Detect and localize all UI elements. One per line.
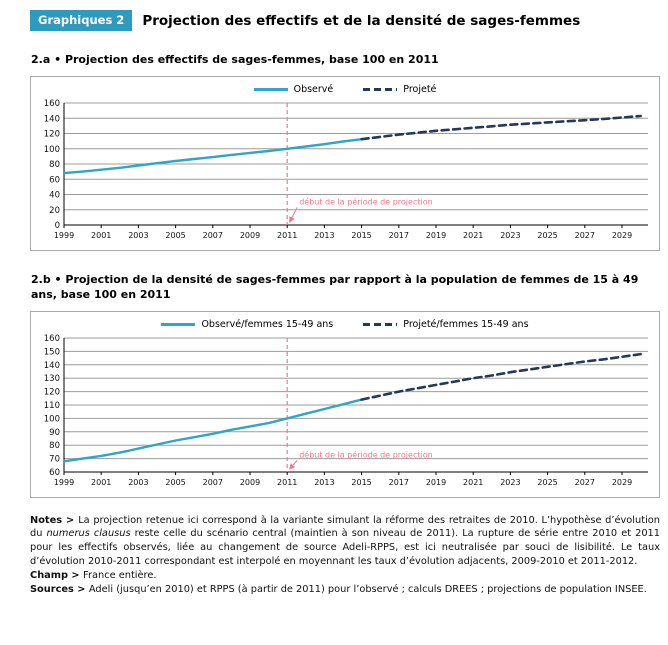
svg-text:60: 60 xyxy=(49,467,60,478)
svg-text:2011: 2011 xyxy=(277,477,298,487)
svg-text:0: 0 xyxy=(54,220,60,231)
svg-text:140: 140 xyxy=(43,114,60,125)
notes-paragraph: Sources > Adeli (jusqu’en 2010) et RPPS (à partir de 2011) pour l’observé ; calculs DREES ; projections de population INSEE. xyxy=(30,584,647,596)
svg-text:début de la période de project: début de la période de projection xyxy=(299,197,433,207)
figure-title: Projection des effectifs et de la densité de sages-femmes xyxy=(142,12,581,29)
chart-2b-title: 2.b • Projection de la densité de sages-femmes par rapport à la population de femmes de 15 à 49 ans, base 100 en 2011 xyxy=(31,272,639,301)
svg-text:60: 60 xyxy=(49,175,60,186)
svg-text:1999: 1999 xyxy=(53,477,75,487)
svg-text:2001: 2001 xyxy=(91,477,112,487)
svg-text:2017: 2017 xyxy=(388,230,409,240)
svg-text:2025: 2025 xyxy=(537,230,558,240)
svg-text:début de la période de project: début de la période de projection xyxy=(299,449,433,459)
svg-text:2005: 2005 xyxy=(165,230,186,240)
legend-item-observe xyxy=(254,84,334,95)
notes-block xyxy=(30,514,660,597)
svg-text:2007: 2007 xyxy=(202,477,223,487)
legend-item-observe-femmes xyxy=(161,319,333,330)
chart-2b-legend xyxy=(34,317,656,333)
svg-text:1999: 1999 xyxy=(53,230,75,240)
legend-label-projete-femmes: Projeté/femmes 15-49 ans xyxy=(403,319,529,331)
chart-2a-plot xyxy=(34,98,656,244)
dashed-line-swatch-icon xyxy=(363,88,397,91)
svg-text:2027: 2027 xyxy=(574,477,595,487)
svg-text:2019: 2019 xyxy=(425,230,447,240)
svg-text:40: 40 xyxy=(49,190,60,201)
legend-item-projete xyxy=(363,84,436,95)
svg-text:2003: 2003 xyxy=(128,477,149,487)
notes-paragraph: Notes > La projection retenue ici correspond à la variante simulant la réforme des retraites de 2010. L’hypothèse d’évolution du numerus clausus reste celle du scénario central (maintien à son niveau de 2011). La rupture de série entre 2010 et 2011 pour les effectifs observés, liée au changement de source Adeli-RPPS, est ici neutralisée par souci de lisibilité. Le taux d’évolution 2010-2011 correspondant est interpolé en moyennant les taux d’évolution adjacents, 2009-2010 et 2011-2012. xyxy=(30,514,661,568)
svg-text:2009: 2009 xyxy=(239,230,261,240)
svg-text:20: 20 xyxy=(49,205,60,216)
figure-header xyxy=(30,10,660,31)
notes-paragraph: Champ > France entière. xyxy=(30,570,157,582)
svg-text:2025: 2025 xyxy=(537,477,558,487)
svg-text:80: 80 xyxy=(49,159,60,170)
svg-text:2005: 2005 xyxy=(165,477,186,487)
svg-text:160: 160 xyxy=(43,333,60,344)
svg-text:90: 90 xyxy=(49,427,60,438)
legend-label-observe: Observé xyxy=(293,84,334,96)
svg-text:2015: 2015 xyxy=(351,477,372,487)
svg-text:2001: 2001 xyxy=(91,230,112,240)
svg-text:130: 130 xyxy=(43,373,60,384)
dashed-line-swatch-icon xyxy=(363,323,397,326)
solid-line-swatch-icon xyxy=(161,323,195,326)
svg-text:150: 150 xyxy=(43,346,60,357)
svg-text:2029: 2029 xyxy=(611,230,633,240)
svg-text:2019: 2019 xyxy=(425,477,447,487)
chart-2a-legend xyxy=(34,82,656,98)
svg-text:110: 110 xyxy=(43,400,60,411)
legend-item-projete-femmes xyxy=(363,319,528,330)
chart-2a-title: 2.a • Projection des effectifs de sages-femmes, base 100 en 2011 xyxy=(31,53,439,66)
svg-text:80: 80 xyxy=(49,440,60,451)
chart-2b-plot xyxy=(34,333,656,491)
svg-text:2011: 2011 xyxy=(277,230,298,240)
svg-text:2021: 2021 xyxy=(463,477,484,487)
solid-line-swatch-icon xyxy=(254,88,288,91)
svg-text:2023: 2023 xyxy=(500,477,521,487)
svg-text:120: 120 xyxy=(43,387,60,398)
svg-text:2009: 2009 xyxy=(239,477,261,487)
svg-text:2003: 2003 xyxy=(128,230,149,240)
svg-text:100: 100 xyxy=(43,413,60,424)
svg-text:160: 160 xyxy=(43,98,60,109)
svg-text:2027: 2027 xyxy=(574,230,595,240)
legend-label-projete: Projeté xyxy=(403,84,437,96)
svg-text:2015: 2015 xyxy=(351,230,372,240)
svg-text:2017: 2017 xyxy=(388,477,409,487)
svg-text:2013: 2013 xyxy=(314,477,335,487)
svg-text:2013: 2013 xyxy=(314,230,335,240)
svg-text:2029: 2029 xyxy=(611,477,633,487)
svg-text:70: 70 xyxy=(49,454,60,465)
svg-text:2023: 2023 xyxy=(500,230,521,240)
svg-text:2007: 2007 xyxy=(202,230,223,240)
svg-text:120: 120 xyxy=(43,129,60,140)
chart-2a xyxy=(30,76,660,251)
legend-label-observe-femmes: Observé/femmes 15-49 ans xyxy=(201,319,334,331)
figure-badge: Graphiques 2 xyxy=(30,10,132,31)
svg-text:2021: 2021 xyxy=(463,230,484,240)
chart-2b xyxy=(30,311,660,498)
svg-text:100: 100 xyxy=(43,144,60,155)
svg-text:140: 140 xyxy=(43,360,60,371)
